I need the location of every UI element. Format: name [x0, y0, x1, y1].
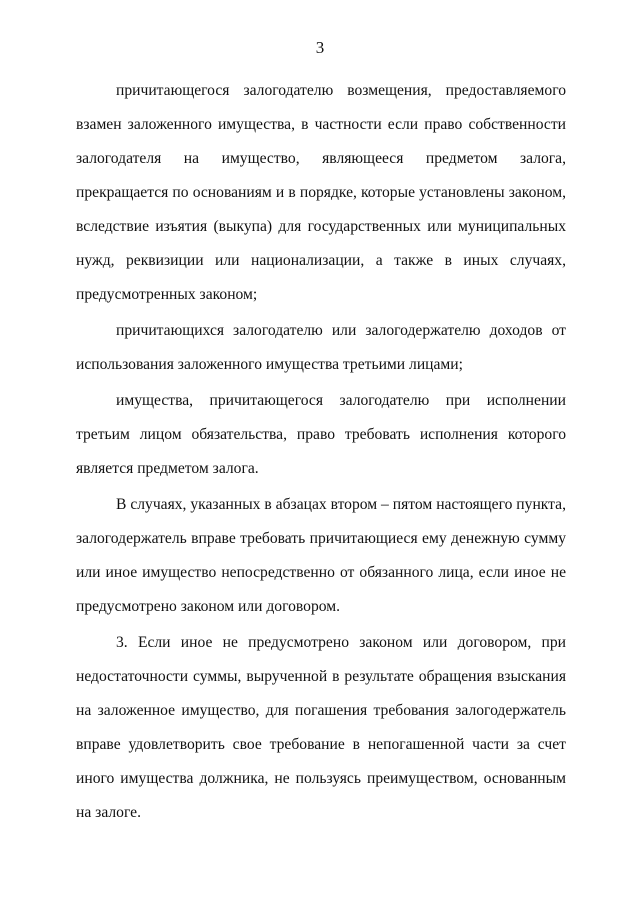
paragraph-compensation: причитающегося залогодателю возмещения, предоставляемого взамен заложенного имущества, в частности если право собственности залогодателя на имущество, являющееся предметом залога, прекращается по основаниям и в порядке, которые установлены законом, вследствие изъятия (выкупа) для государственных или муниципальных нужд, реквизиции или национализации, а также в иных случаях, предусмотренных законом; [76, 82, 566, 303]
paragraph-income: причитающихся залогодателю или залогодержателю доходов от использования заложенного имущества третьими лицами; [76, 322, 566, 373]
paragraph-property-third-party: имущества, причитающегося залогодателю при исполнении третьим лицом обязательства, право требовать исполнения которого является предметом залога. [76, 392, 566, 477]
paragraph-item-3: 3. Если иное не предусмотрено законом или договором, при недостаточности суммы, вырученной в результате обращения взыскания на заложенное имущество, для погашения требования залогодержатель вправе удовлетворить свое требование в непогашенной части за счет иного имущества должника, не пользуясь преимуществом, основанным на залоге. [76, 634, 566, 821]
page-number: 3 [315, 38, 325, 57]
paragraph-pledgee-rights: В случаях, указанных в абзацах втором – пятом настоящего пункта, залогодержатель вправе требовать причитающиеся ему денежную сумму или иное имущество непосредственно от обязанного лица, если иное не предусмотрено законом или договором. [76, 496, 566, 615]
document-body [76, 74, 566, 830]
